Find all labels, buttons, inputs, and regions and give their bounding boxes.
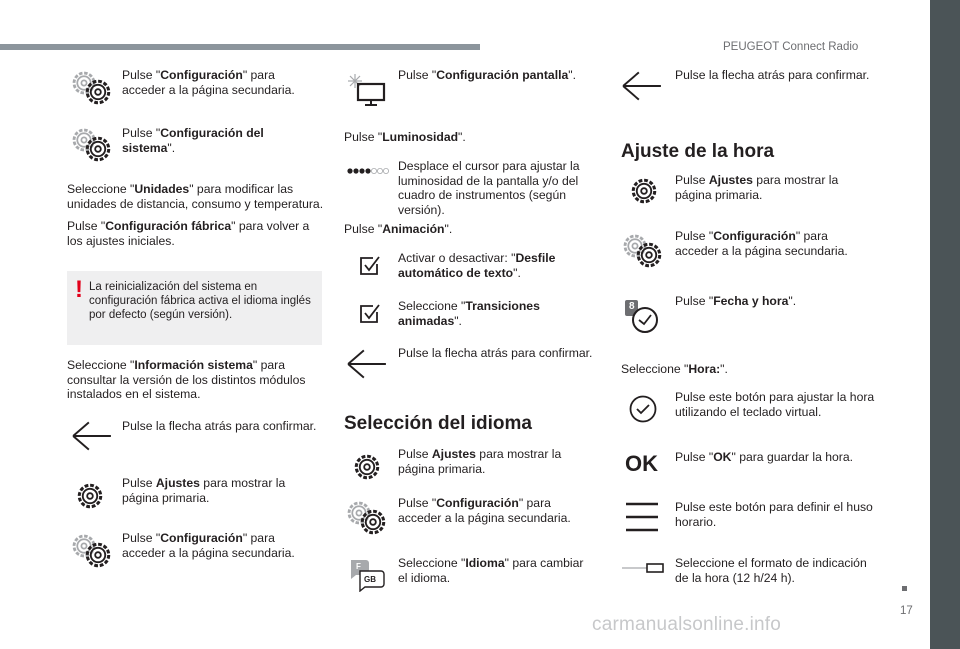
step-brightness-slider: Desplace el cursor para ajustar la luminosidad de la pantalla y/o del cuadro de instrumentos (según versión). [398, 159, 580, 217]
para-unidades: Seleccione "Unidades" para modificar las unidades de distancia, consumo y temperatura. [67, 182, 324, 211]
step-formato-hora: Seleccione el formato de indicación de la hora (12 h/24 h). [675, 556, 867, 585]
back-arrow-icon [71, 420, 113, 452]
step-ajustes-3: Pulse Ajustes para mostrar la página primaria. [675, 173, 839, 202]
step-ajustes-2: Pulse Ajustes para mostrar la página primaria. [398, 447, 562, 476]
step-back-confirm: Pulse la flecha atrás para confirmar. [122, 419, 317, 433]
step-configuracion-pantalla: Pulse "Configuración pantalla". [398, 68, 576, 82]
gear-icon [359, 508, 387, 536]
gear-icon [84, 135, 112, 163]
step-back-confirm-3: Pulse la flecha atrás para confirmar. [675, 68, 870, 82]
para-configuracion-fabrica: Pulse "Configuración fábrica" para volver a los ajustes iniciales. [67, 219, 310, 248]
para-informacion-sistema: Seleccione "Información sistema" para consultar la versión de los distintos módulos instalados en el sistema. [67, 358, 306, 401]
watermark: carmanualsonline.info [592, 614, 782, 635]
flag-icon-label-bottom: GB [364, 575, 376, 584]
ok-icon: OK [625, 451, 658, 476]
header-rule [0, 44, 480, 50]
step-idioma: Seleccione "Idioma" para cambiar el idioma. [398, 556, 584, 585]
page-side-tab [930, 0, 960, 649]
page-number: 17 [900, 605, 913, 617]
continued-marker [902, 586, 907, 591]
gear-icon [635, 241, 663, 269]
step-fecha-hora: Pulse "Fecha y hora". [675, 294, 797, 308]
step-desfile-texto: Activar o desactivar: "Desfile automático de texto". [398, 251, 556, 280]
para-luminosidad: Pulse "Luminosidad". [344, 130, 466, 144]
back-arrow-icon [621, 70, 663, 102]
brightness-slider-icon [346, 165, 390, 177]
warning-icon: ! [75, 276, 83, 303]
step-configuracion-4: Pulse "Configuración" para acceder a la página secundaria. [675, 229, 848, 258]
gear-icon [630, 177, 658, 205]
format-toggle-icon [621, 562, 665, 574]
step-configuracion-3: Pulse "Configuración" para acceder a la página secundaria. [398, 496, 571, 525]
step-configuracion-sistema: Pulse "Configuración del sistema". [122, 126, 264, 155]
menu-lines-icon [624, 500, 660, 534]
checkbox-icon [357, 254, 381, 278]
step-configuracion: Pulse "Configuración" para acceder a la página secundaria. [122, 68, 295, 97]
para-animacion: Pulse "Animación". [344, 222, 453, 236]
back-arrow-icon [346, 348, 388, 380]
header-title: PEUGEOT Connect Radio [723, 41, 859, 53]
step-ajustes: Pulse Ajustes para mostrar la página primaria. [122, 476, 286, 505]
warning-note [67, 271, 322, 345]
warning-note-text: La reinicialización del sistema en configuración fábrica activa el idioma inglés por defecto (según versión). [89, 281, 311, 321]
gear-icon [353, 453, 381, 481]
step-huso-horario: Pulse este botón para definir el huso horario. [675, 500, 873, 529]
flag-icon-label-top: F [356, 562, 361, 571]
display-settings-icon [346, 72, 388, 108]
gear-icon [84, 541, 112, 569]
section-heading-hora: Ajuste de la hora [621, 141, 775, 162]
checkbox-icon [357, 302, 381, 326]
step-ok: Pulse "OK" para guardar la hora. [675, 450, 854, 464]
step-transiciones: Seleccione "Transiciones animadas". [398, 299, 540, 328]
time-edit-icon [628, 394, 658, 424]
step-configuracion-2: Pulse "Configuración" para acceder a la página secundaria. [122, 531, 295, 560]
step-virtual-keyboard: Pulse este botón para ajustar la hora utilizando el teclado virtual. [675, 390, 875, 419]
step-back-confirm-2: Pulse la flecha atrás para confirmar. [398, 346, 593, 360]
clock-icon-badge: 8 [629, 301, 635, 312]
gear-icon [76, 482, 104, 510]
section-heading-idioma: Selección del idioma [344, 413, 532, 434]
gear-icon [84, 78, 112, 106]
para-hora: Seleccione "Hora:". [621, 362, 728, 376]
